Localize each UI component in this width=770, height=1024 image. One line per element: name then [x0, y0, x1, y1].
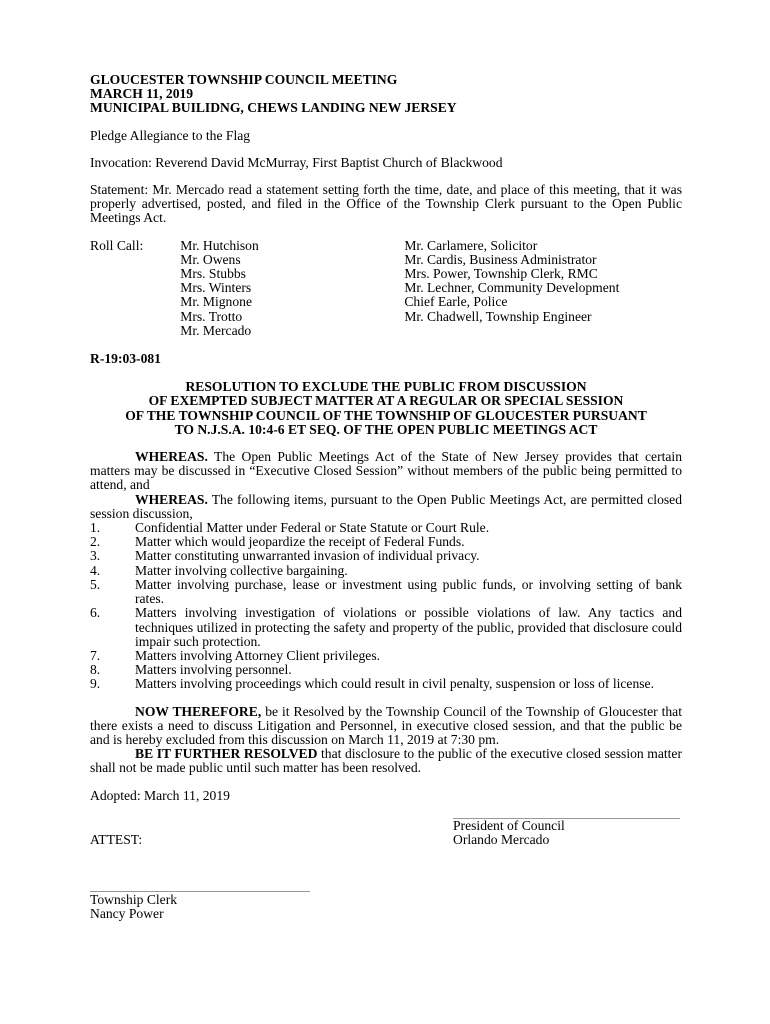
staff-member: Mr. Cardis, Business Administrator [404, 251, 597, 267]
item-number: 8. [90, 662, 101, 678]
resolution-title-line: TO N.J.S.A. 10:4-6 ET SEQ. OF THE OPEN PUBLIC MEETINGS ACT [174, 421, 598, 437]
staff-member: Chief Earle, Police [404, 294, 508, 310]
roll-call-label: Roll Call: [90, 237, 144, 253]
adopted-line: Adopted: March 11, 2019 [90, 787, 230, 803]
header-line-3: MUNICIPAL BUILIDNG, CHEWS LANDING NEW JERSEY [90, 100, 457, 116]
document-page [90, 73, 682, 939]
statement-label: Statement: [90, 182, 149, 198]
pledge-line: Pledge Allegiance to the Flag [90, 127, 251, 143]
roll-call-staff [404, 239, 682, 338]
council-member: Mr. Mignone [180, 294, 252, 310]
item-text: Matters involving personnel. [135, 662, 292, 678]
list-item [90, 677, 682, 691]
roll-call-council [180, 239, 404, 338]
attest-label: ATTEST: [90, 831, 143, 847]
list-item [90, 521, 682, 535]
item-text: Matter constituting unwarranted invasion of individual privacy. [135, 548, 480, 564]
resolution-title [90, 380, 682, 437]
resolution-number: R-19:03-081 [90, 351, 161, 367]
council-member: Mr. Mercado [180, 322, 252, 338]
council-member: Mrs. Stubbs [180, 266, 246, 282]
list-item [90, 649, 682, 663]
item-number: 2. [90, 534, 101, 550]
president-title: President of Council [453, 817, 565, 833]
invocation-line: Invocation: Reverend David McMurray, First Baptist Church of Blackwood [90, 154, 503, 170]
list-item [90, 578, 682, 606]
list-item [90, 606, 682, 649]
item-number: 7. [90, 647, 101, 663]
further-resolved-paragraph [90, 747, 682, 775]
council-member: Mr. Owens [180, 251, 241, 267]
closed-session-items [90, 521, 682, 691]
clerk-signature-block [90, 891, 682, 939]
staff-member: Mr. Lechner, Community Development [404, 280, 620, 296]
item-text: Matters involving proceedings which could result in civil penalty, suspension or loss of license. [135, 676, 654, 692]
item-number: 9. [90, 676, 101, 692]
statement-text: Mr. Mercado read a statement setting forth the time, date, and place of this meeting, that it was properly advertised, posted, and filed in the Office of the Township Clerk pursuant to the Open Public Meetings Act. [90, 182, 682, 226]
list-item [90, 564, 682, 578]
council-member: Mrs. Winters [180, 280, 252, 296]
clerk-title: Township Clerk [90, 891, 178, 907]
meeting-header [90, 73, 682, 116]
list-item [90, 663, 682, 677]
resolution-title-line: RESOLUTION TO EXCLUDE THE PUBLIC FROM DISCUSSION [185, 379, 587, 395]
now-therefore-paragraph [90, 705, 682, 748]
item-number: 6. [90, 605, 101, 621]
item-number: 5. [90, 576, 101, 592]
council-member: Mrs. Trotto [180, 308, 243, 324]
whereas-label: WHEREAS. [135, 491, 208, 507]
resolution-title-line: OF EXEMPTED SUBJECT MATTER AT A REGULAR OR SPECIAL SESSION [148, 393, 624, 409]
president-name: Orlando Mercado [453, 831, 550, 847]
item-text: Matters involving Attorney Client privileges. [135, 647, 381, 663]
item-text: Matters involving investigation of violations or possible violations of law. Any tactics and techniques utilized in protecting the safety and property of the public, provided that disclosure could impair such protection. [135, 605, 682, 649]
president-signature-block [90, 813, 682, 865]
list-item [90, 549, 682, 563]
staff-member: Mrs. Power, Township Clerk, RMC [404, 266, 598, 282]
staff-member: Mr. Chadwell, Township Engineer [404, 308, 592, 324]
item-text: Matter which would jeopardize the receipt of Federal Funds. [135, 534, 465, 550]
whereas-paragraph-1 [90, 450, 682, 493]
further-resolved-text: that disclosure to the public of the executive closed session matter shall not be made public until such matter has been resolved. [90, 746, 682, 776]
item-number: 3. [90, 548, 101, 564]
resolution-title-line: OF THE TOWNSHIP COUNCIL OF THE TOWNSHIP OF GLOUCESTER PURSUANT [125, 407, 647, 423]
whereas-paragraph-2 [90, 493, 682, 521]
staff-member: Mr. Carlamere, Solicitor [404, 237, 538, 253]
whereas-text: The following items, pursuant to the Open Public Meetings Act, are permitted closed session discussion, [90, 491, 682, 521]
item-text: Confidential Matter under Federal or State Statute or Court Rule. [135, 520, 490, 536]
whereas-label: WHEREAS. [135, 449, 208, 465]
statement-paragraph [90, 183, 682, 226]
header-line-1: GLOUCESTER TOWNSHIP COUNCIL MEETING [90, 72, 398, 87]
now-therefore-text: be it Resolved by the Township Council of the Township of Gloucester that there exists a need to discuss Litigation and Personnel, in executive closed session, and that the public be and is hereby excluded from this discussion on March 11, 2019 at 7:30 pm. [90, 703, 682, 747]
header-line-2: MARCH 11, 2019 [90, 86, 194, 102]
whereas-text: The Open Public Meetings Act of the State of New Jersey provides that certain matters may be discussed in “Executive Closed Session” without members of the public being permitted to attend, and [90, 449, 682, 493]
item-text: Matter involving collective bargaining. [135, 562, 348, 578]
further-resolved-label: BE IT FURTHER RESOLVED [135, 746, 318, 762]
item-text: Matter involving purchase, lease or investment using public funds, or involving setting of bank rates. [135, 576, 682, 607]
council-member: Mr. Hutchison [180, 237, 259, 253]
item-number: 1. [90, 520, 101, 536]
clerk-name: Nancy Power [90, 905, 164, 921]
now-therefore-label: NOW THEREFORE, [135, 703, 262, 719]
item-number: 4. [90, 562, 101, 578]
roll-call [90, 239, 682, 338]
list-item [90, 535, 682, 549]
